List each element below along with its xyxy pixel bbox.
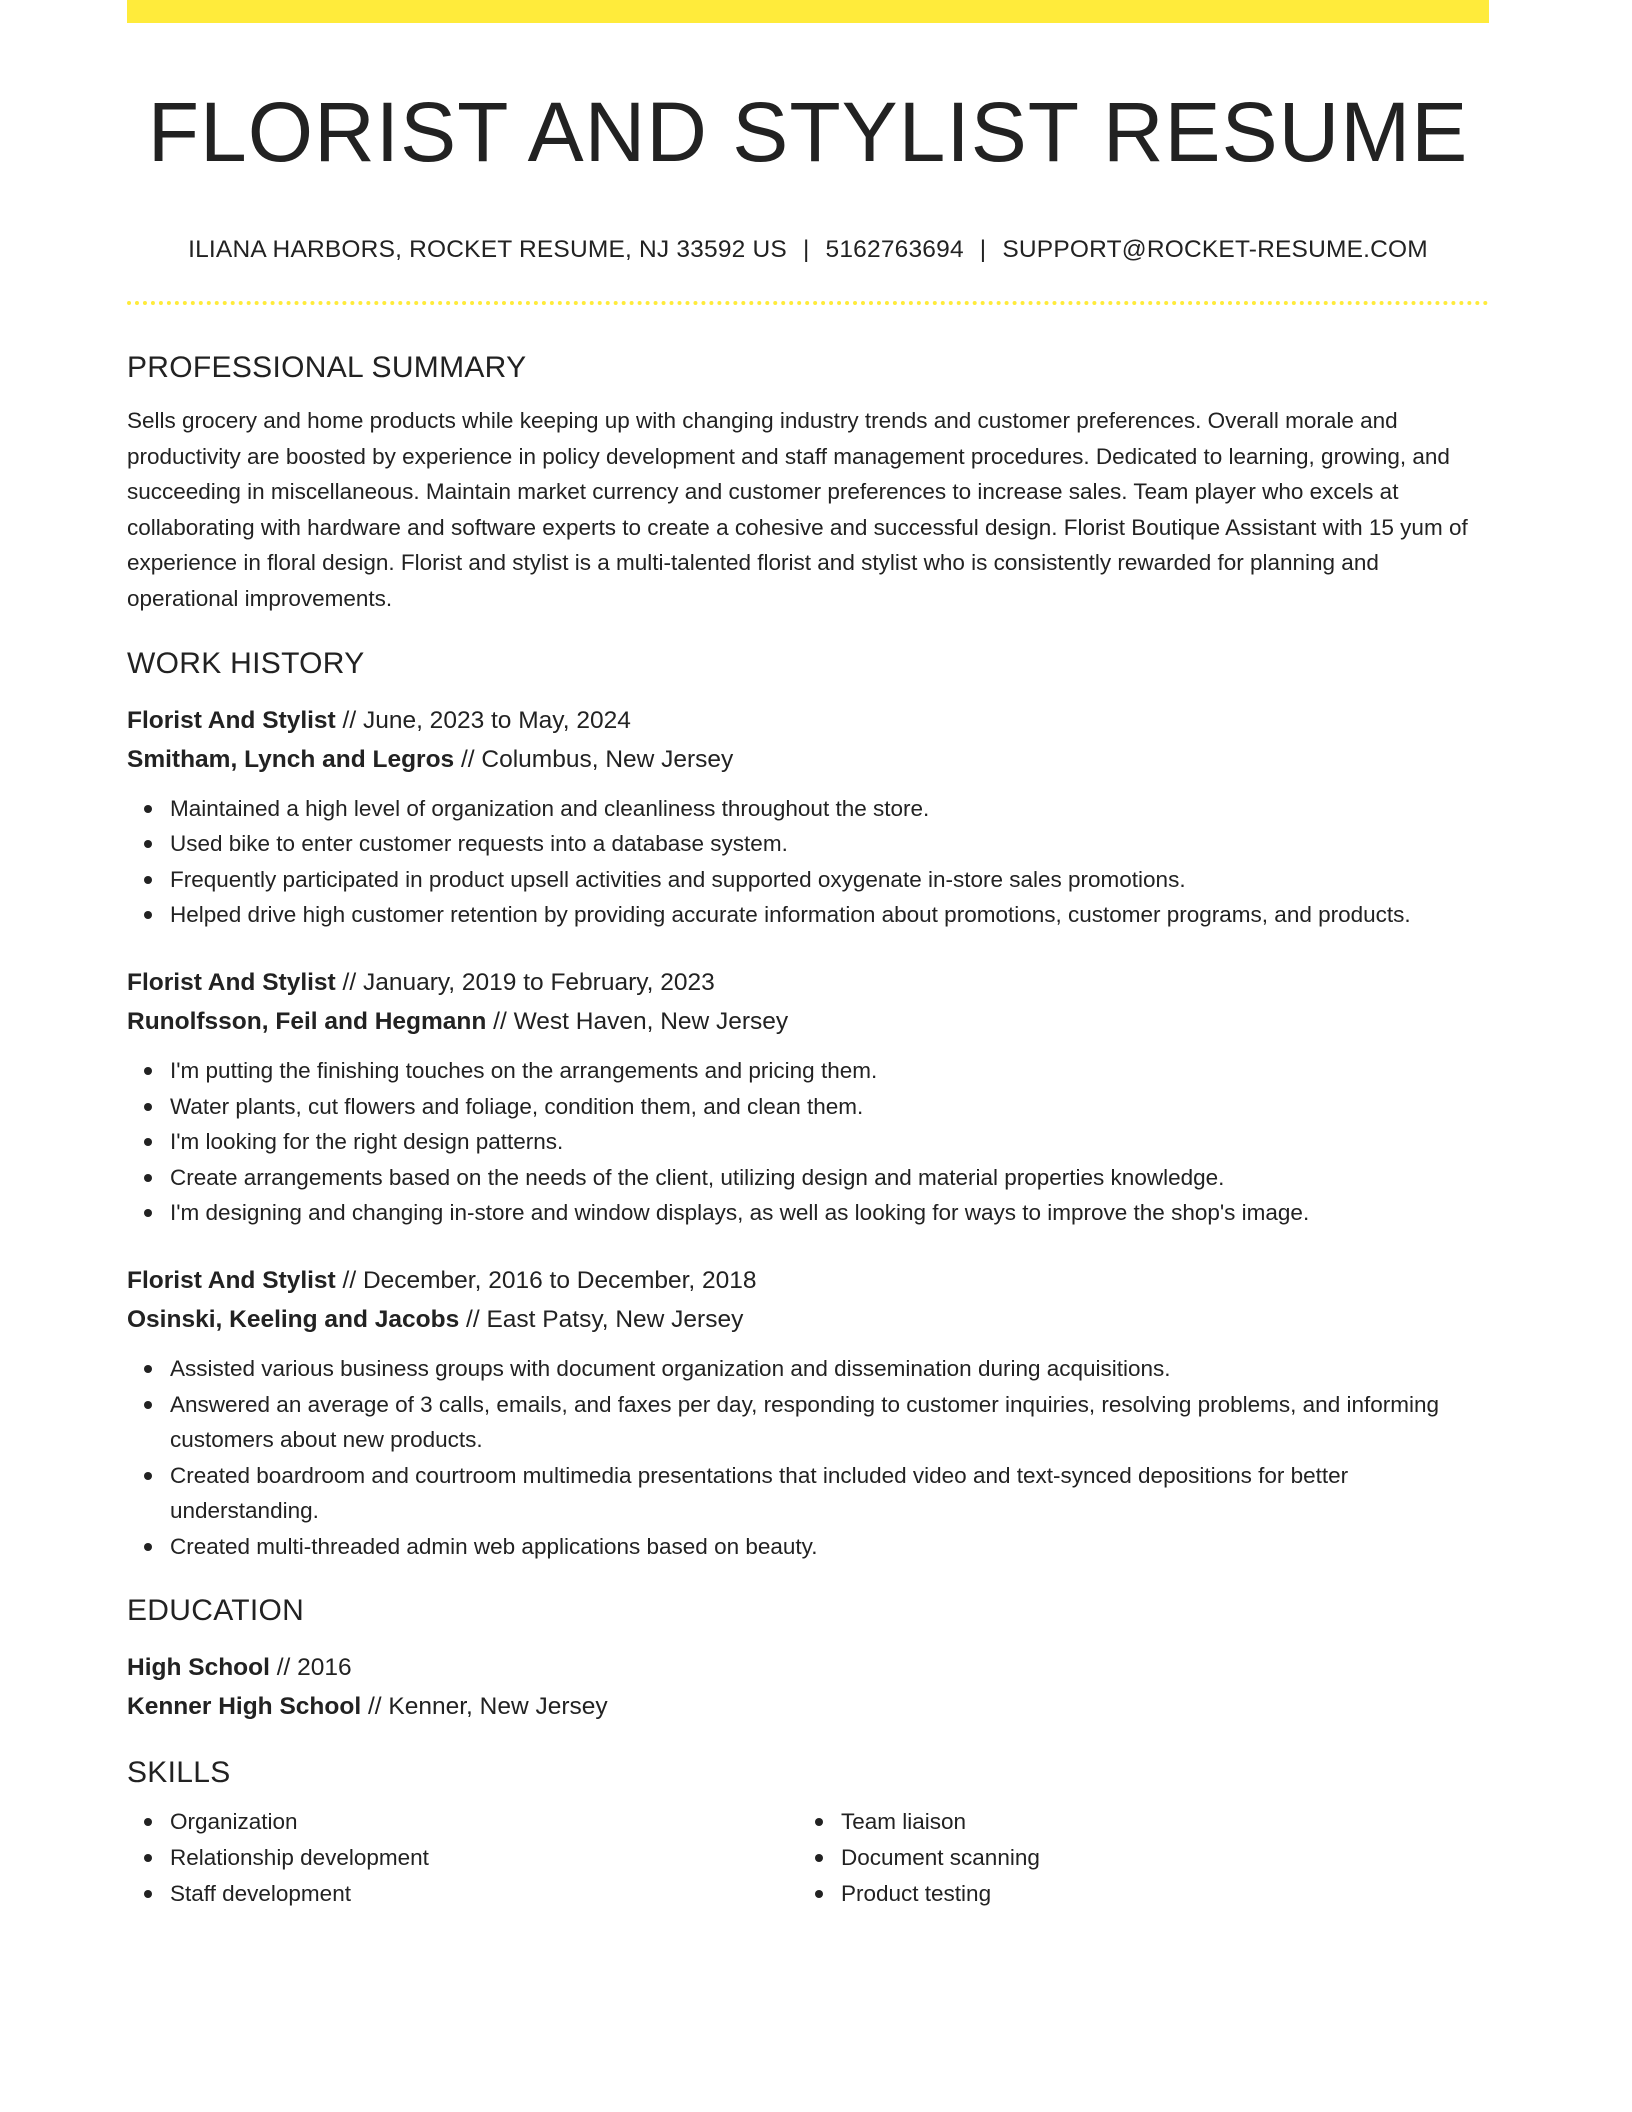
list-item: Assisted various business groups with document organization and dissemination during acquisitions. xyxy=(127,1351,1489,1387)
summary-text: Sells grocery and home products while keeping up with changing industry trends and customer preferences. Overall morale and productivity are boosted by experience in policy development and staff management procedures. Dedicated to learning, growing, and succeeding in miscellaneous. Maintain market currency and customer preferences to increase sales. Team player who excels at collaborating with hardware and software experts to create a cohesive and successful design. Florist Boutique Assistant with 15 yum of experience in floral design. Florist and stylist is a multi-talented florist and stylist who is consistently rewarded for planning and operational improvements. xyxy=(127,408,1468,611)
job-dates: // December, 2016 to December, 2018 xyxy=(335,1266,757,1294)
list-item: I'm looking for the right design patterns. xyxy=(127,1124,1489,1160)
summary-heading: PROFESSIONAL SUMMARY xyxy=(127,351,527,384)
list-item: Created boardroom and courtroom multimedia presentations that included video and text-synced depositions for better understanding. xyxy=(127,1458,1489,1529)
resume-title: FLORIST AND STYLIST RESUME xyxy=(147,85,1469,179)
list-item: I'm putting the finishing touches on the arrangements and pricing them. xyxy=(127,1053,1489,1089)
list-item: Maintained a high level of organization and cleanliness throughout the store. xyxy=(127,791,1489,827)
summary-section xyxy=(127,349,1489,617)
job-company: Smitham, Lynch and Legros xyxy=(127,745,455,773)
resume-page xyxy=(127,0,1489,1911)
job-bullets xyxy=(127,1053,1489,1231)
work-history-section xyxy=(127,645,1489,1565)
job-entry xyxy=(127,1261,1489,1565)
list-item: Product testing xyxy=(798,1876,1469,1912)
list-item: I'm designing and changing in-store and window displays, as well as looking for ways to improve the shop's image. xyxy=(127,1195,1489,1231)
job-location: // East Patsy, New Jersey xyxy=(459,1305,744,1333)
job-title: Florist And Stylist xyxy=(127,968,336,996)
list-item: Relationship development xyxy=(127,1840,798,1876)
job-company-line xyxy=(127,1002,1489,1041)
job-title-line xyxy=(127,963,1489,1002)
job-bullets xyxy=(127,791,1489,933)
education-heading: EDUCATION xyxy=(127,1594,305,1628)
skills-list-left xyxy=(127,1804,798,1911)
list-item: Used bike to enter customer requests into a database system. xyxy=(127,826,1489,862)
job-title-line xyxy=(127,1261,1489,1300)
skills-columns xyxy=(127,1804,1489,1911)
job-entry xyxy=(127,963,1489,1231)
contact-phone: 5162763694 xyxy=(825,236,964,263)
education-year: // 2016 xyxy=(269,1654,352,1682)
job-entry xyxy=(127,701,1489,933)
job-title-line xyxy=(127,701,1489,740)
job-company: Runolfsson, Feil and Hegmann xyxy=(127,1007,487,1035)
list-item: Document scanning xyxy=(798,1840,1469,1876)
job-company: Osinski, Keeling and Jacobs xyxy=(127,1305,460,1333)
education-school-line xyxy=(127,1687,1489,1726)
job-location: // West Haven, New Jersey xyxy=(486,1007,789,1035)
job-company-line xyxy=(127,740,1489,779)
list-item: Staff development xyxy=(127,1876,798,1912)
skills-section xyxy=(127,1754,1489,1911)
job-dates: // June, 2023 to May, 2024 xyxy=(335,706,631,734)
list-item: Create arrangements based on the needs of the client, utilizing design and material properties knowledge. xyxy=(127,1160,1489,1196)
list-item: Team liaison xyxy=(798,1804,1469,1840)
contact-separator: | xyxy=(802,236,810,263)
list-item: Answered an average of 3 calls, emails, and faxes per day, responding to customer inquiries, resolving problems, and informing customers about new products. xyxy=(127,1387,1489,1458)
contact-address: ILIANA HARBORS, ROCKET RESUME, NJ 33592 US xyxy=(188,236,787,263)
list-item: Frequently participated in product upsell activities and supported oxygenate in-store sales promotions. xyxy=(127,862,1489,898)
job-title: Florist And Stylist xyxy=(127,706,336,734)
top-accent-bar xyxy=(127,0,1489,23)
education-entry xyxy=(127,1648,1489,1726)
list-item: Helped drive high customer retention by providing accurate information about promotions, customer programs, and products. xyxy=(127,897,1489,933)
education-section xyxy=(127,1592,1489,1726)
job-dates: // January, 2019 to February, 2023 xyxy=(335,968,715,996)
list-item: Water plants, cut flowers and foliage, condition them, and clean them. xyxy=(127,1089,1489,1125)
education-degree-line xyxy=(127,1648,1489,1687)
job-title: Florist And Stylist xyxy=(127,1266,336,1294)
contact-line xyxy=(127,234,1489,266)
list-item: Created multi-threaded admin web applications based on beauty. xyxy=(127,1529,1489,1565)
contact-separator: | xyxy=(979,236,987,263)
contact-email: SUPPORT@ROCKET-RESUME.COM xyxy=(1002,236,1428,263)
education-school: Kenner High School xyxy=(127,1693,362,1721)
skills-list-right xyxy=(798,1804,1469,1911)
work-history-heading: WORK HISTORY xyxy=(127,646,365,680)
skills-heading: SKILLS xyxy=(127,1756,231,1790)
header-divider xyxy=(127,301,1489,305)
job-company-line xyxy=(127,1300,1489,1339)
education-location: // Kenner, New Jersey xyxy=(361,1693,608,1721)
education-degree: High School xyxy=(127,1654,270,1682)
job-bullets xyxy=(127,1351,1489,1565)
job-location: // Columbus, New Jersey xyxy=(454,745,734,773)
list-item: Organization xyxy=(127,1804,798,1840)
